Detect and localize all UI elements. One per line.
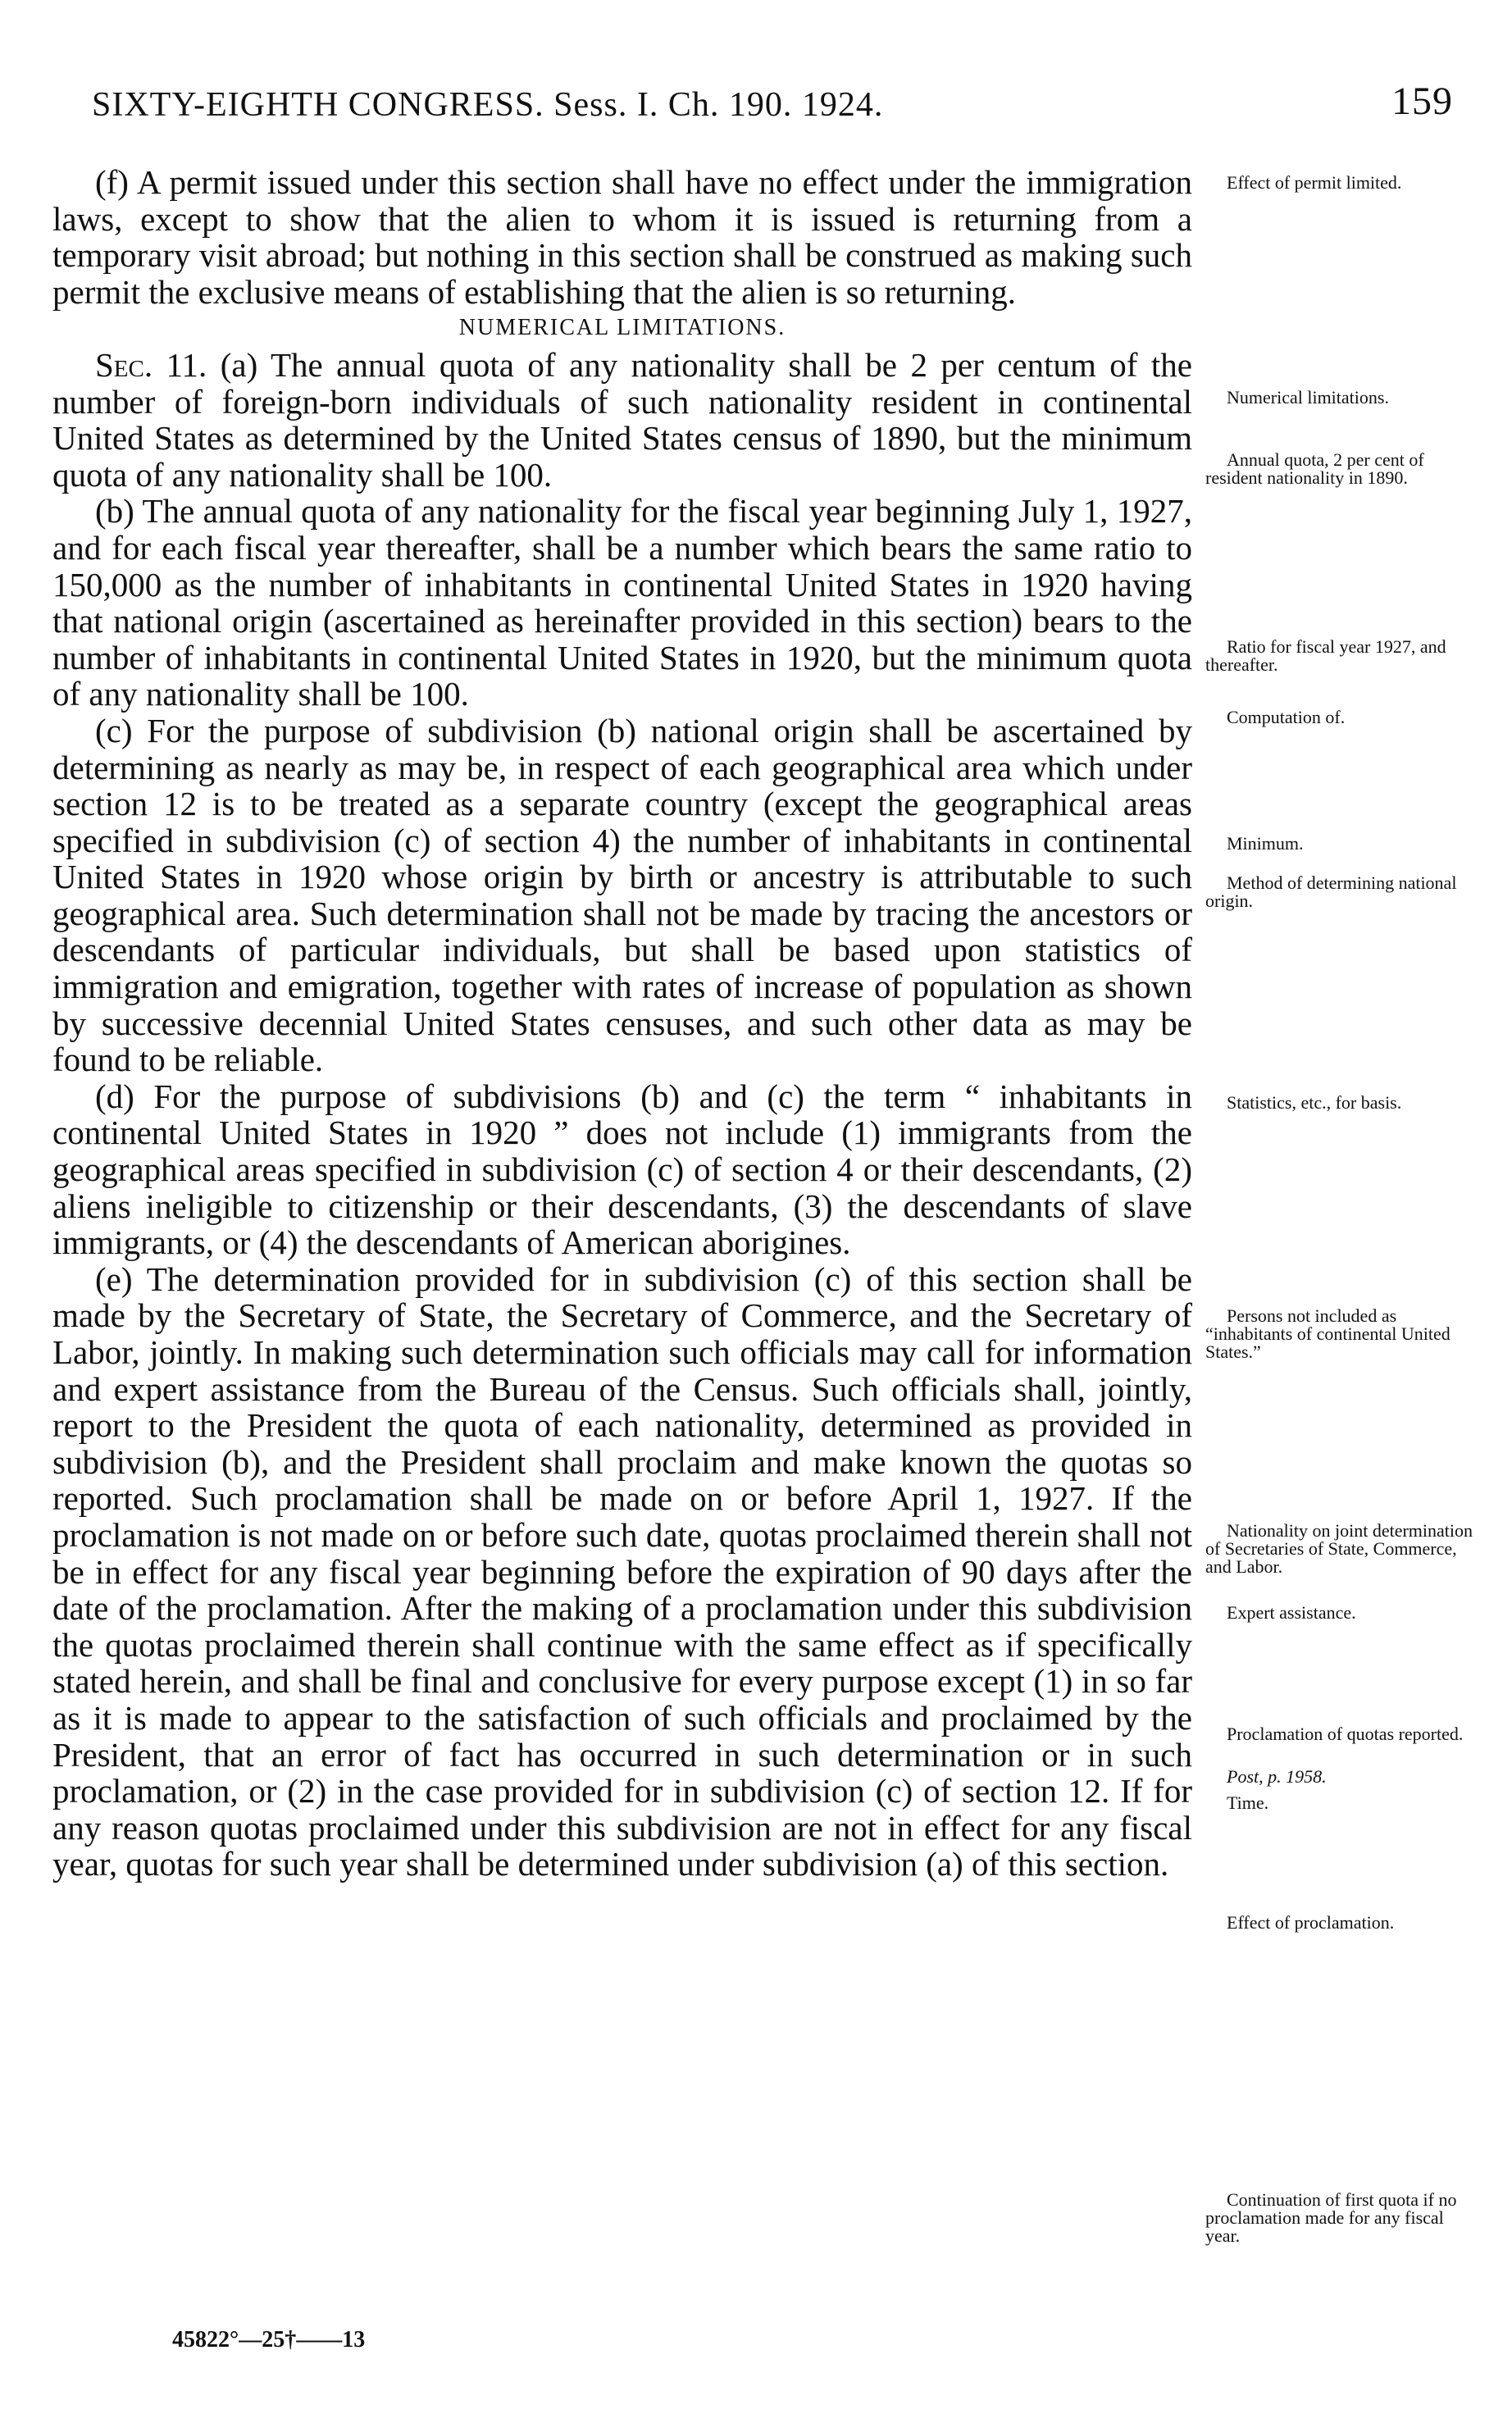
margin-note-statistics: Statistics, etc., for basis. [1227,1092,1402,1113]
paragraph-a-text: (a) The annual quota of any nationality shall be 2 per centum of the number of foreign-born individuals of such nationality resident in continental United States as determined by the United States census of 1890, but the minimum quota of any nationality shall be 100. [52,345,1192,494]
margin-note-computation: Computation of. [1227,707,1346,727]
margin-note-continuation: Continuation of first quota if no proclamation made for any fiscal year. [1205,2189,1457,2246]
paragraph-b: (b) The annual quota of any nationality for the fiscal year beginning July 1, 1927, and for each fiscal year thereafter, shall be a number which bears the same ratio to 150,000 as the number of inhabitants in continental United States in 1920 having that national origin (ascertained as hereinafter provided in this section) bears to the number of inhabitants in continental United States in 1920, but the minimum quota of any nationality shall be 100. [52,492,1192,713]
running-head: SIXTY-EIGHTH CONGRESS. Sess. I. Ch. 190. 1924. [92,86,884,124]
margin-note-effect-of-proclamation: Effect of proclamation. [1227,1912,1395,1933]
paragraph-c: (c) For the purpose of subdivision (b) national origin shall be ascertained by determining as nearly as may be, in respect of each geographical area which under section 12 is to be treated as a separate country (except the geographical areas specified in subdivision (c) of section 4) the number of inhabitants in continental United States in 1920 whose origin by birth or ancestry is attributable to such geographical area. Such determination shall not be made by tracing the ancestors or descendants of particular individuals, but shall be based upon statistics of immigration and emigration, together with rates of increase of population as shown by successive decennial United States censuses, and such other data as may be found to be reliable. [52,711,1192,1079]
paragraph-f: (f) A permit issued under this section shall have no effect under the immigration laws, except to show that the alien to whom it is issued is returning from a temporary visit abroad; but nothing in this section shall be construed as making such permit the exclusive means of establishing that the alien is so returning. [52,163,1192,311]
margin-note-effect-of-permit: Effect of permit limited. [1227,172,1402,193]
main-text [52,164,1192,1883]
paragraph-a [52,347,1192,493]
margin-note-method: Method of determining national origin. [1205,872,1457,911]
margin-note-persons-not-included: Persons not included as “inhabitants of continental United States.” [1205,1305,1451,1362]
margin-note-post-ref: Post, p. 1958. [1227,1766,1327,1787]
margin-note-expert-assistance: Expert assistance. [1227,1602,1356,1623]
margin-note-nationality-joint: Nationality on joint determination of Secretaries of State, Commerce, and Labor. [1205,1520,1473,1577]
margin-note-minimum: Minimum. [1227,833,1304,854]
page-number: 159 [1391,80,1453,123]
margin-note-annual-quota: Annual quota, 2 per cent of resident nationality in 1890. [1205,449,1424,488]
paragraph-d: (d) For the purpose of subdivisions (b) and (c) the term “ inhabitants in continental United States in 1920 ” does not include (1) immigrants from the geographical areas specified in subdivision (c) of section 4 or their descendants, (2) aliens ineligible to citizenship or their descendants, (3) the descendants of slave immigrants, or (4) the descendants of American aborigines. [52,1077,1192,1262]
margin-note-numerical-limitations: Numerical limitations. [1227,387,1389,408]
margin-note-ratio-fiscal-year: Ratio for fiscal year 1927, and thereafter. [1205,636,1446,675]
section-heading: NUMERICAL LIMITATIONS. [458,315,786,341]
paragraph-e: (e) The determination provided for in subdivision (c) of this section shall be made by the Secretary of State, the Secretary of Commerce, and the Secretary of Labor, jointly. In making such determination such officials may call for information and expert assistance from the Bureau of the Census. Such officials shall, jointly, report to the President the quota of each nationality, determined as provided in subdivision (b), and the President shall proclaim and make known the quotas so reported. Such proclamation shall be made on or before April 1, 1927. If the proclamation is not made on or before such date, quotas proclaimed therein shall not be in effect for any fiscal year beginning before the expiration of 90 days after the date of the proclamation. After the making of a proclamation under this subdivision the quotas proclaimed therein shall continue with the same effect as if specifically stated herein, and shall be final and conclusive for every purpose except (1) in so far as it is made to appear to the satisfaction of such officials and proclaimed by the President, that an error of fact has occurred in such determination or in such proclamation, or (2) in the case provided for in subdivision (c) of section 12. If for any reason quotas proclaimed under this subdivision are not in effect for any fiscal year, quotas for such year shall be determined under subdivision (a) of this section. [52,1259,1192,1883]
margin-note-time: Time. [1227,1792,1269,1813]
running-header [92,80,1453,134]
print-code: 45822°—25†——13 [172,2327,366,2352]
section-label: Sec. 11. [95,345,207,384]
margin-note-proclamation-of-quotas: Proclamation of quotas reported. [1227,1724,1464,1744]
